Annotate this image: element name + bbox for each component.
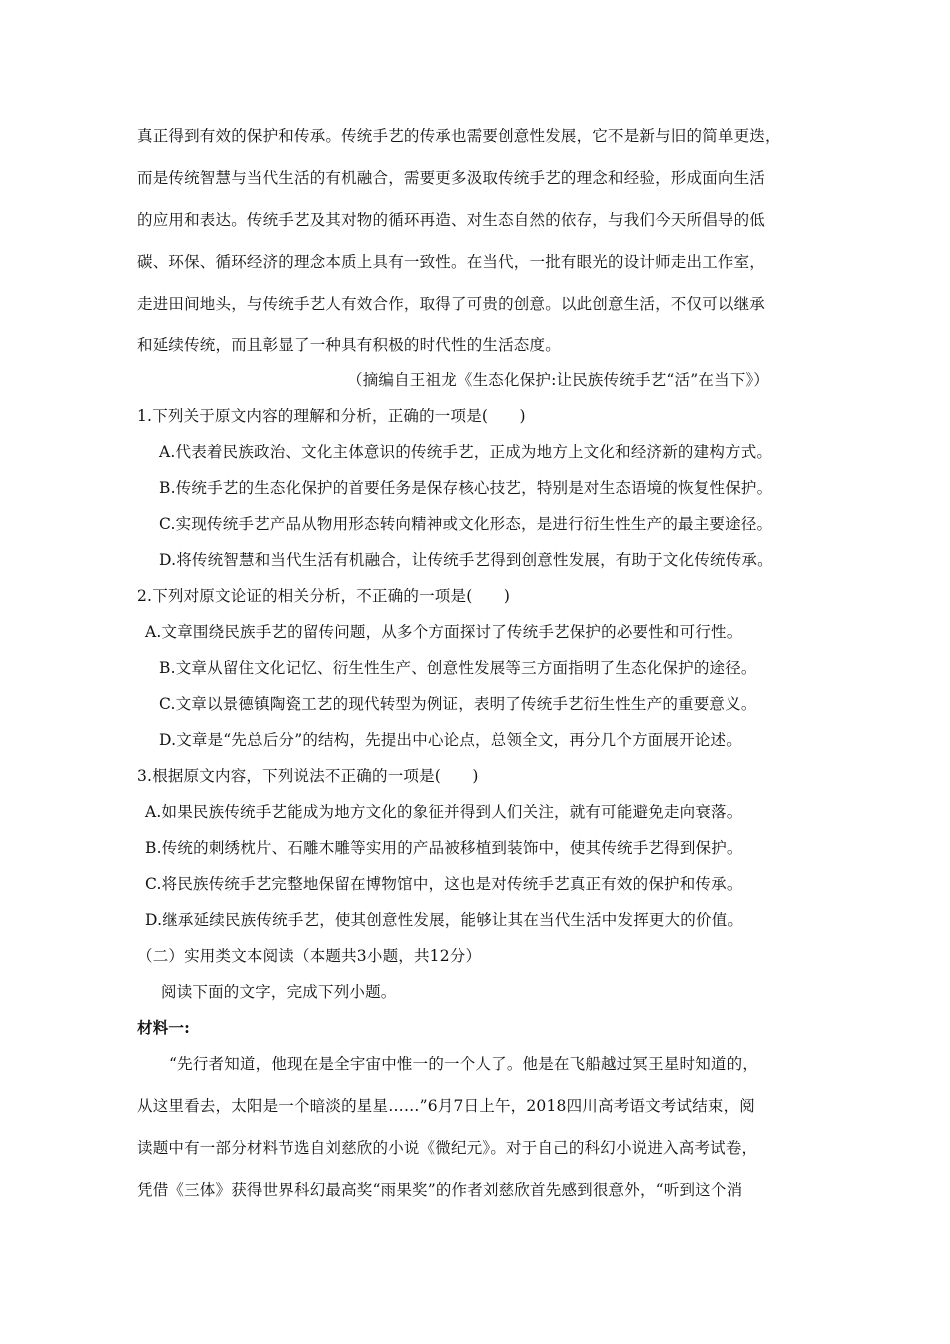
question-stem: 3.根据原文内容，下列说法不正确的一项是( ) [137, 767, 479, 785]
passage-line: 碳、环保、循环经济的理念本质上具有一致性。在当代，一批有眼光的设计师走出工作室， [137, 253, 766, 271]
question-option: D.文章是“先总后分”的结构，先提出中心论点，总领全文，再分几个方面展开论述。 [159, 731, 742, 749]
question-option: A.代表着民族政治、文化主体意识的传统手艺，正成为地方上文化和经济新的建构方式。 [159, 443, 773, 461]
section-instruction: 阅读下面的文字，完成下列小题。 [161, 983, 397, 1001]
passage-line: 的应用和表达。传统手艺及其对物的循环再造、对生态自然的依存，与我们今天所倡导的低 [137, 211, 766, 229]
question-option: C.将民族传统手艺完整地保留在博物馆中，这也是对传统手艺真正有效的保护和传承。 [145, 875, 743, 893]
material-label: 材料一: [137, 1018, 191, 1037]
question-stem: 1.下列关于原文内容的理解和分析，正确的一项是( ) [137, 407, 526, 425]
material-line: 读题中有一部分材料节选自刘慈欣的小说《微纪元》。对于自己的科幻小说进入高考试卷， [137, 1139, 758, 1157]
passage-line: 走进田间地头，与传统手艺人有效合作，取得了可贵的创意。以此创意生活，不仅可以继承 [137, 295, 766, 313]
material-line: 从这里看去，太阳是一个暗淡的星星……”6月7日上午，2018四川高考语文考试结束，阅 [137, 1097, 755, 1115]
question-option: D.继承延续民族传统手艺，使其创意性发展，能够让其在当代生活中发挥更大的价值。 [145, 911, 744, 929]
question-option: C.实现传统手艺产品从物用形态转向精神或文化形态，是进行衍生性生产的最主要途径。 [159, 515, 773, 533]
passage-line: 真正得到有效的保护和传承。传统手艺的传承也需要创意性发展，它不是新与旧的简单更迭， [137, 127, 781, 145]
question-option: B.传统手艺的生态化保护的首要任务是保存核心技艺，特别是对生态语境的恢复性保护。 [159, 479, 773, 497]
question-option: C.文章以景德镇陶瓷工艺的现代转型为例证，表明了传统手艺衍生性生产的重要意义。 [159, 695, 757, 713]
material-line: 凭借《三体》获得世界科幻最高奖“雨果奖”的作者刘慈欣首先感到很意外，“听到这个消 [137, 1181, 743, 1199]
question-option: B.传统的刺绣枕片、石雕木雕等实用的产品被移植到装饰中，使其传统手艺得到保护。 [145, 839, 743, 857]
material-line: “先行者知道，他现在是全宇宙中惟一的一个人了。他是在飞船越过冥王星时知道的， [169, 1055, 759, 1073]
question-option: D.将传统智慧和当代生活有机融合，让传统手艺得到创意性发展，有助于文化传统传承。 [159, 551, 773, 569]
question-option: B.文章从留住文化记忆、衍生性生产、创意性发展等三方面指明了生态化保护的途径。 [159, 659, 757, 677]
section-heading: （二）实用类文本阅读（本题共3小题，共12分） [137, 947, 482, 965]
question-stem: 2.下列对原文论证的相关分析，不正确的一项是( ) [137, 587, 511, 605]
question-option: A.文章围绕民族手艺的留传问题，从多个方面探讨了传统手艺保护的必要性和可行性。 [145, 623, 743, 641]
passage-line: 而是传统智慧与当代生活的有机融合，需要更多汲取传统手艺的理念和经验，形成面向生活 [137, 169, 766, 187]
passage-source: （摘编自王祖龙《生态化保护:让民族传统手艺“活”在当下》） [347, 371, 770, 389]
passage-line: 和延续传统，而且彰显了一种具有积极的时代性的生活态度。 [137, 336, 561, 354]
question-option: A.如果民族传统手艺能成为地方文化的象征并得到人们关注，就有可能避免走向衰落。 [145, 803, 743, 821]
